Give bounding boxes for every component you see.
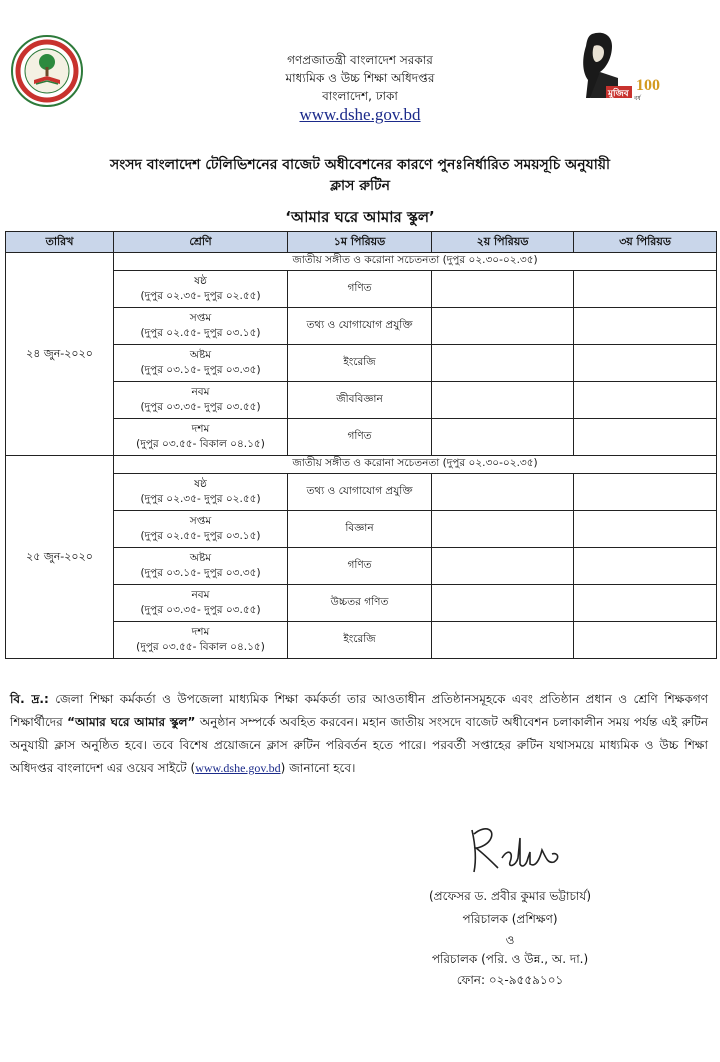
svg-text:মুজিব: মুজিব <box>608 89 629 99</box>
column-header-class: শ্রেণি <box>114 232 288 253</box>
signatory-designation-2: পরিচালক (পরি. ও উন্ন., অ. দা.) <box>431 952 589 966</box>
date-cell: ২৫ জুন-২০২০ <box>6 456 114 659</box>
note-website-link[interactable]: www.dshe.gov.bd <box>195 761 281 775</box>
class-name: অষ্টম <box>189 349 212 361</box>
period-1-cell: গণিত <box>288 548 432 585</box>
period-2-cell <box>432 308 574 345</box>
class-name: দশম <box>191 423 210 435</box>
class-name: সপ্তম <box>189 515 212 527</box>
period-3-cell <box>574 308 717 345</box>
class-cell <box>114 419 288 456</box>
class-routine-table <box>5 231 717 659</box>
svg-text:বর্ষ: বর্ষ <box>634 95 641 102</box>
class-time: (দুপুর ০৩.১৫- দুপুর ০৩.৩৫) <box>140 567 261 579</box>
class-cell <box>114 308 288 345</box>
period-2-cell <box>432 419 574 456</box>
note-label: বি. দ্র.: <box>10 692 49 706</box>
period-3-cell <box>574 345 717 382</box>
period-2-cell <box>432 345 574 382</box>
class-name: নবম <box>191 386 210 398</box>
mujib-borsho-100-logo-icon <box>578 28 674 108</box>
note-paragraph <box>10 688 708 780</box>
document-subtitle: ক্লাস রুটিন <box>330 178 390 194</box>
period-2-cell <box>432 271 574 308</box>
period-3-cell <box>574 511 717 548</box>
column-header-date: তারিখ <box>6 232 114 253</box>
period-3-cell <box>574 585 717 622</box>
class-cell <box>114 622 288 659</box>
period-2-cell <box>432 548 574 585</box>
period-2-cell <box>432 474 574 511</box>
table-row <box>6 456 717 474</box>
period-3-cell <box>574 474 717 511</box>
handwritten-signature <box>462 818 572 878</box>
column-header-period-1: ১ম পিরিয়ড <box>288 232 432 253</box>
directorate-name: মাধ্যমিক ও উচ্চ শিক্ষা অধিদপ্তর <box>285 71 435 85</box>
class-cell <box>114 345 288 382</box>
class-cell <box>114 585 288 622</box>
class-name: ষষ্ঠ <box>194 478 207 490</box>
dshe-emblem-icon <box>10 34 84 108</box>
signatory-designation: পরিচালক (প্রশিক্ষণ) <box>462 912 558 926</box>
class-time: (দুপুর ০২.৩৫- দুপুর ০২.৫৫) <box>140 493 261 505</box>
document-title: সংসদ বাংলাদেশ টেলিভিশনের বাজেট অধীবেশনের কারণে পুনঃনির্ধারিত সময়সূচি অনুযায়ী <box>109 157 611 173</box>
period-1-cell: বিজ্ঞান <box>288 511 432 548</box>
period-1-cell: তথ্য ও যোগাযোগ প্রযুক্তি <box>288 308 432 345</box>
column-header-period-3: ৩য় পিরিয়ড <box>574 232 717 253</box>
class-cell <box>114 271 288 308</box>
period-3-cell <box>574 548 717 585</box>
signatory-phone: ফোন: ০২-৯৫৫৯১০১ <box>456 973 564 987</box>
note-text: অনুষ্ঠান সম্পর্কে অবহিত করবেন। মহান জাতীয় সংসদে বাজেট অধীবেশন চলাকালীন সময় পর্যন্ত এই রুটিন অনুযায়ী ক্লাস অনুষ্ঠিত হবে। তবে বিশেষ প্রয়োজনে ক্লাস রুটিন পরিবর্তন হতে পারে। পরবর্তী সপ্তাহের রুটিন যথাসময়ে মাধ্যমিক ও উচ্চ শিক্ষা অধিদপ্তর বাংলাদেশ এর ওয়েব সাইটে ( <box>10 715 708 775</box>
note-text: ) জানানো হবে। <box>280 761 356 775</box>
period-2-cell <box>432 585 574 622</box>
website-link[interactable]: www.dshe.gov.bd <box>299 105 421 124</box>
class-cell <box>114 474 288 511</box>
table-row <box>6 253 717 271</box>
svg-text:100: 100 <box>636 77 660 94</box>
class-name: অষ্টম <box>189 552 212 564</box>
note-program-name: “আমার ঘরে আমার স্কুল” <box>67 715 196 729</box>
period-2-cell <box>432 511 574 548</box>
period-3-cell <box>574 622 717 659</box>
period-1-cell: উচ্চতর গণিত <box>288 585 432 622</box>
class-name: সপ্তম <box>189 312 212 324</box>
class-cell <box>114 548 288 585</box>
period-1-cell: গণিত <box>288 419 432 456</box>
period-1-cell: তথ্য ও যোগাযোগ প্রযুক্তি <box>288 474 432 511</box>
note-text: জেলা শিক্ষা কর্মকর্তা ও উপজেলা মাধ্যমিক শিক্ষা কর্মকর্তা তার আওতাধীন প্রতিষ্ঠানসমূহকে এবং প্রতিষ্ঠান প্রধান ও শ্রেণি শিক্ষকগণ শিক্ষার্থীদের <box>10 692 708 729</box>
period-3-cell <box>574 382 717 419</box>
anthem-cell: জাতীয় সঙ্গীত ও করোনা সচেতনতা (দুপুর ০২.৩০-০২.৩৫) <box>114 253 717 271</box>
anthem-cell: জাতীয় সঙ্গীত ও করোনা সচেতনতা (দুপুর ০২.৩০-০২.৩৫) <box>114 456 717 474</box>
period-3-cell <box>574 271 717 308</box>
period-1-cell: ইংরেজি <box>288 345 432 382</box>
government-name: গণপ্রজাতন্ত্রী বাংলাদেশ সরকার <box>287 53 433 67</box>
office-location: বাংলাদেশ, ঢাকা <box>322 89 398 103</box>
period-3-cell <box>574 419 717 456</box>
class-time: (দুপুর ০৩.৩৫- দুপুর ০৩.৫৫) <box>140 401 261 413</box>
class-time: (দুপুর ০২.৫৫- দুপুর ০৩.১৫) <box>140 530 261 542</box>
class-time: (দুপুর ০৩.১৫- দুপুর ০৩.৩৫) <box>140 364 261 376</box>
period-1-cell: ইংরেজি <box>288 622 432 659</box>
class-time: (দুপুর ০৩.৩৫- দুপুর ০৩.৫৫) <box>140 604 261 616</box>
period-1-cell: জীববিজ্ঞান <box>288 382 432 419</box>
column-header-period-2: ২য় পিরিয়ড <box>432 232 574 253</box>
period-1-cell: গণিত <box>288 271 432 308</box>
class-time: (দুপুর ০৩.৫৫- বিকাল ০৪.১৫) <box>136 438 265 450</box>
class-name: নবম <box>191 589 210 601</box>
date-cell: ২৪ জুন-২০২০ <box>6 253 114 456</box>
class-time: (দুপুর ০২.৩৫- দুপুর ০২.৫৫) <box>140 290 261 302</box>
class-time: (দুপুর ০৩.৫৫- বিকাল ০৪.১৫) <box>136 641 265 653</box>
class-time: (দুপুর ০২.৫৫- দুপুর ০৩.১৫) <box>140 327 261 339</box>
program-name: ‘আমার ঘরে আমার স্কুল’ <box>285 208 435 226</box>
period-2-cell <box>432 382 574 419</box>
class-cell <box>114 382 288 419</box>
period-2-cell <box>432 622 574 659</box>
class-name: ষষ্ঠ <box>194 275 207 287</box>
signatory-name: (প্রফেসর ড. প্রবীর কুমার ভট্টাচার্য) <box>428 889 591 903</box>
class-cell <box>114 511 288 548</box>
signatory-conjunction: ও <box>505 933 515 947</box>
table-header-row <box>6 232 717 253</box>
class-name: দশম <box>191 626 210 638</box>
